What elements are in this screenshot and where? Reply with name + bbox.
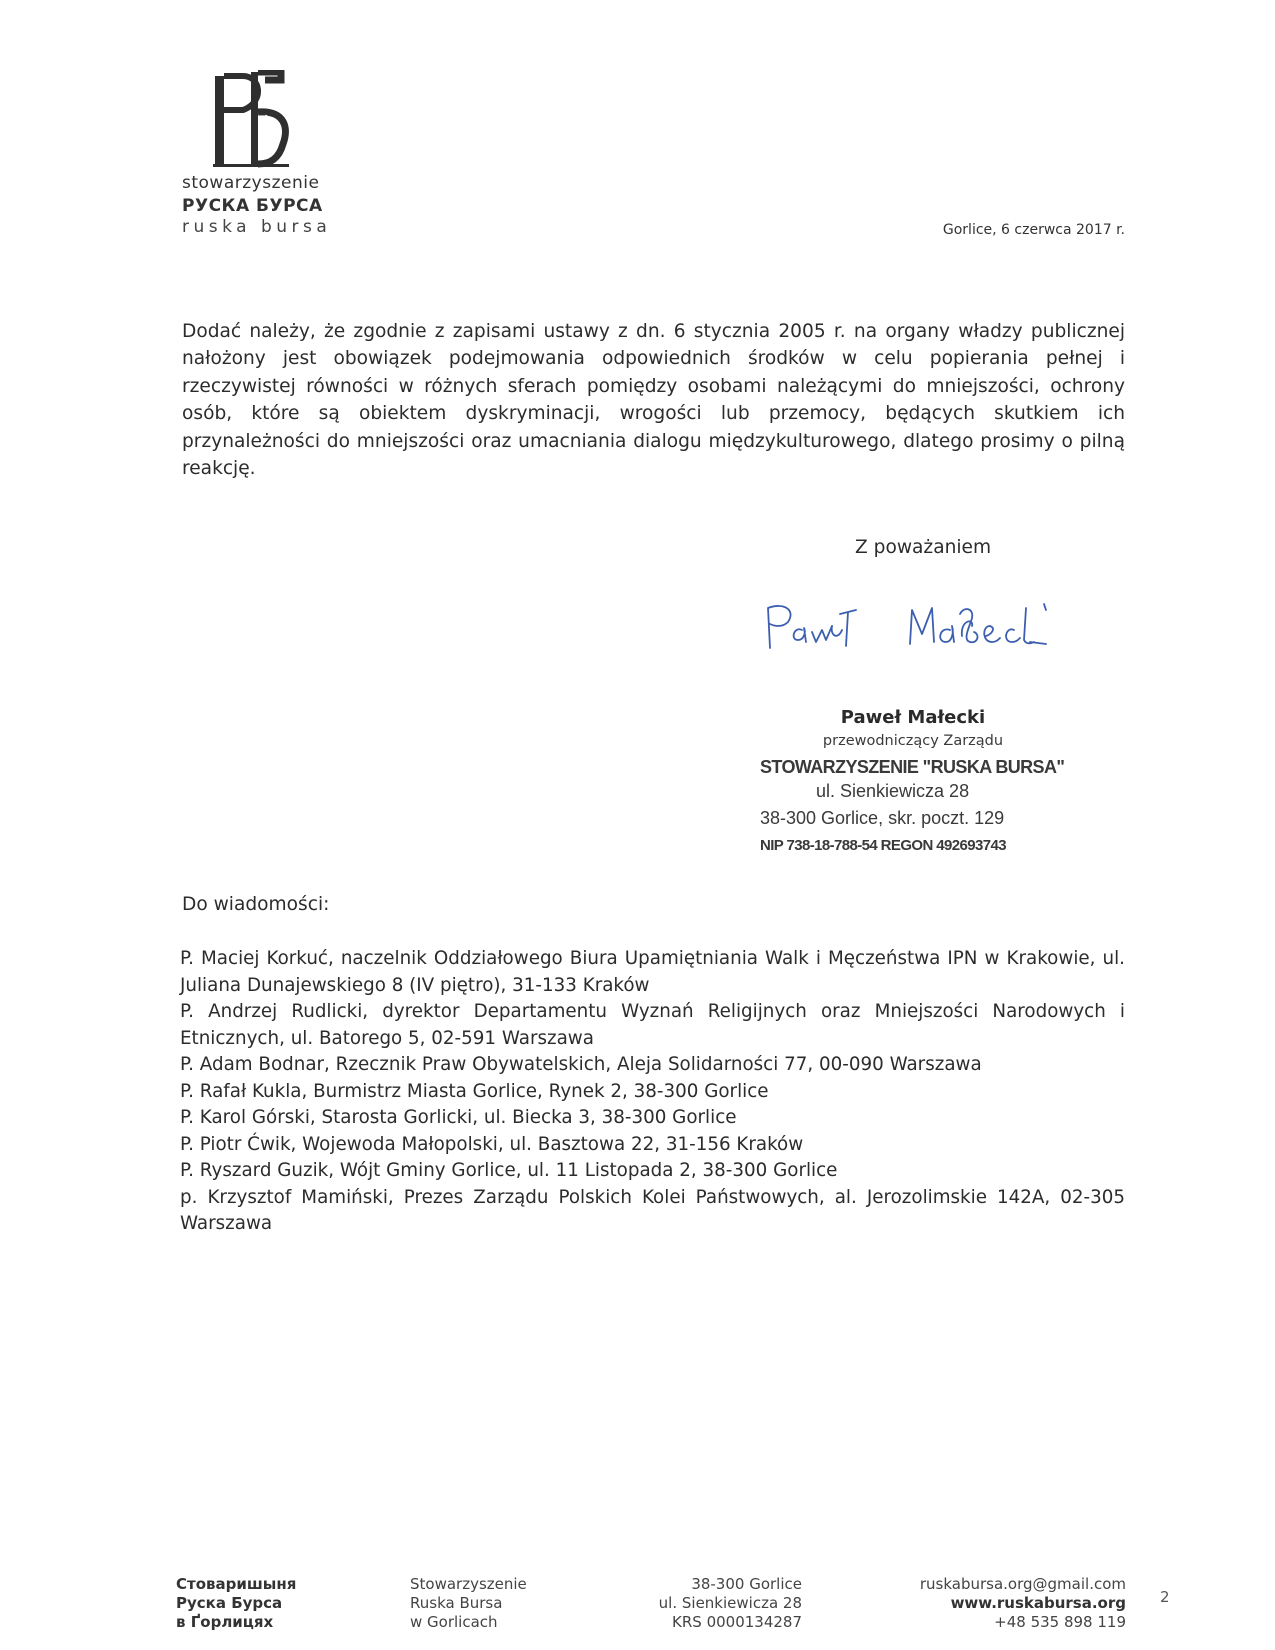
footer-org-cyrillic xyxy=(176,1575,296,1632)
signer-name: Paweł Małecki xyxy=(840,707,986,728)
cc-recipient: P. Andrzej Rudlicki, dyrektor Departamentu Wyznań Religijnych oraz Mniejszości Narodowych i Etnicznych, ul. Batorego 5, 02-591 Warszawa xyxy=(180,1001,1125,1049)
footer-text: Стоваришыня xyxy=(176,1575,297,1593)
footer-text: в Ґорлицях xyxy=(176,1613,274,1631)
cc-recipient: P. Karol Górski, Starosta Gorlicki, ul. Biecka 3, 38-300 Gorlice xyxy=(180,1107,737,1128)
footer-text: w Gorlicach xyxy=(410,1613,498,1631)
footer-website: www.ruskabursa.org xyxy=(950,1594,1126,1612)
cc-recipient: P. Piotr Ćwik, Wojewoda Małopolski, ul. Basztowa 22, 31-156 Kraków xyxy=(180,1133,804,1155)
closing-phrase: Z poważaniem xyxy=(855,537,992,558)
letter-date: Gorlice, 6 czerwca 2017 r. xyxy=(942,222,1125,238)
stamp-line-city: 38-300 Gorlice, skr. poczt. 129 xyxy=(760,808,1005,828)
cc-recipient: P. Rafał Kukla, Burmistrz Miasta Gorlice, Rynek 2, 38-300 Gorlice xyxy=(180,1080,769,1102)
footer-text: Stowarzyszenie xyxy=(410,1575,527,1593)
footer-email: ruskabursa.org@gmail.com xyxy=(919,1575,1126,1593)
letterhead-org-line3: ruska bursa xyxy=(182,217,332,237)
cc-recipient: p. Krzysztof Mamiński, Prezes Zarządu Polskich Kolei Państwowych, al. Jerozolimskie 142A, 02-305 Warszawa xyxy=(180,1186,1125,1234)
footer-address xyxy=(620,1575,802,1632)
stamp-line-ids: NIP 738-18-788-54 REGON 492693743 xyxy=(760,837,1006,854)
letterhead-org-line1: stowarzyszenie xyxy=(182,173,320,193)
stamp-line-org: STOWARZYSZENIE "RUSKA BURSA" xyxy=(760,757,1065,777)
footer-text: ul. Sienkiewicza 28 xyxy=(658,1594,802,1612)
cc-heading: Do wiadomości: xyxy=(182,894,330,915)
stamp-line-street: ul. Sienkiewicza 28 xyxy=(816,781,970,801)
footer-phone: +48 535 898 119 xyxy=(994,1613,1126,1631)
footer-org-latin xyxy=(410,1575,527,1632)
signer-role: przewodniczący Zarządu xyxy=(822,733,1004,749)
cc-recipient: P. Ryszard Guzik, Wójt Gminy Gorlice, ul. 11 Listopada 2, 38-300 Gorlice xyxy=(180,1160,838,1181)
footer-text: Руска Бурса xyxy=(176,1594,283,1612)
handwritten-signature xyxy=(760,596,1050,666)
page-number: 2 xyxy=(1160,1588,1170,1606)
letterhead-org-line2: РУСКА БУРСА xyxy=(182,196,323,216)
cc-recipient: P. Maciej Korkuć, naczelnik Oddziałowego Biura Upamiętniania Walk i Męczeństwa IPN w Krakowie, ul. Juliana Dunajewskiego 8 (IV piętro), 31-133 Kraków xyxy=(180,948,1125,996)
footer-text: KRS 0000134287 xyxy=(672,1613,802,1631)
cc-recipient-list xyxy=(180,946,1125,1238)
letter-body: Dodać należy, że zgodnie z zapisami ustawy z dn. 6 stycznia 2005 r. na organy władzy publicznej nałożony jest obowiązek podejmowania odpowiednich środków w celu popierania pełnej i rzeczywistej równości w różnych sferach pomiędzy osobami należącymi do mniejszości, ochrony osób, które są obiektem dyskryminacji, wrogości lub przemocy, będących skutkiem ich przynależności do mniejszości oraz umacniania dialogu międzykulturowego, dlatego prosimy o pilną reakcję. xyxy=(182,321,1125,480)
footer-contact xyxy=(840,1575,1126,1632)
footer-text: 38-300 Gorlice xyxy=(691,1575,802,1593)
footer-text: Ruska Bursa xyxy=(410,1594,503,1612)
cc-recipient: P. Adam Bodnar, Rzecznik Praw Obywatelskich, Aleja Solidarności 77, 00-090 Warszawa xyxy=(180,1054,982,1075)
association-logo xyxy=(213,70,293,172)
